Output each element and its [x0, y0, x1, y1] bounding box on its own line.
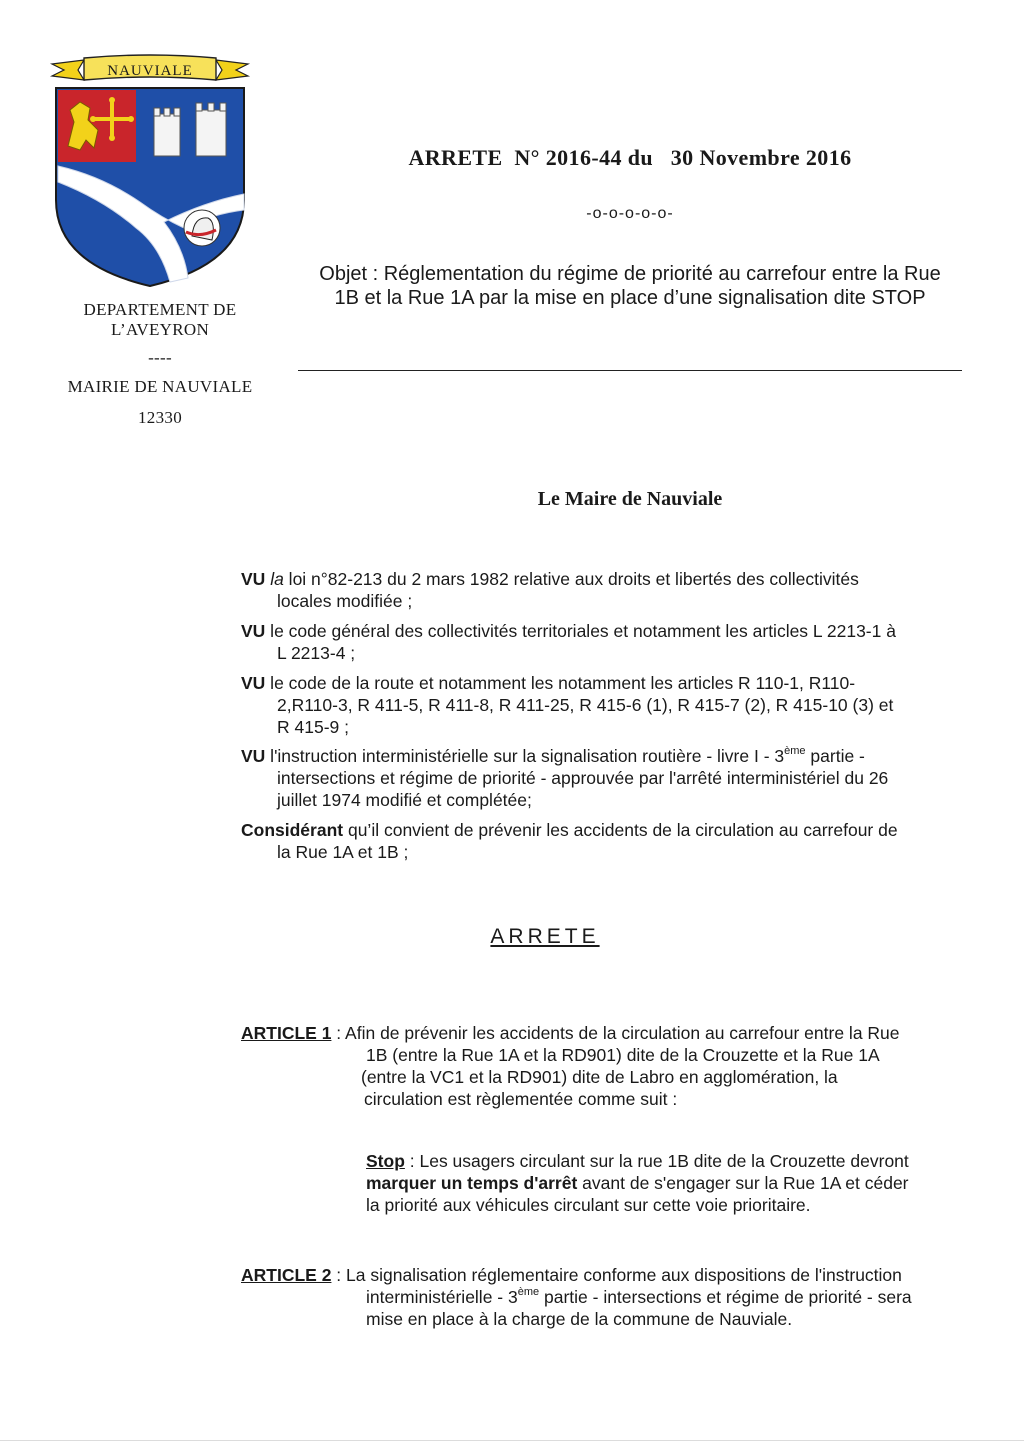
article-1-line-4: circulation est règlementée comme suit :	[364, 1089, 678, 1109]
stop-line-2	[366, 1173, 909, 1194]
vu-2-line-1	[241, 621, 896, 642]
article-2-label: ARTICLE 2	[241, 1265, 332, 1285]
article-1-line-2: 1B (entre la Rue 1A et la RD901) dite de la Crouzette et la Rue 1A	[366, 1045, 880, 1065]
vu-4-sup: ème	[784, 745, 806, 757]
article-2-text-b: partie - intersections et régime de priorité - sera	[539, 1287, 912, 1307]
vu-4-text-a: l'instruction interministérielle sur la signalisation routière - livre I - 3	[265, 746, 785, 766]
article-2-text: : La signalisation réglementaire conforme aux dispositions de l'instruction	[331, 1265, 902, 1285]
stop-line-3: la priorité aux véhicules circulant sur cette voie prioritaire.	[366, 1195, 811, 1215]
stop-bold: marquer un temps d'arrêt	[366, 1173, 578, 1193]
vu-4-text-b: partie -	[805, 746, 865, 766]
vu-1-line-2: locales modifiée ;	[277, 591, 413, 611]
article-2-line-2	[366, 1287, 912, 1308]
page-bottom-edge	[0, 1440, 1024, 1441]
crest-banner	[52, 55, 248, 80]
article-2-text-a: interministérielle - 3	[366, 1287, 518, 1307]
vu-2-line-2: L 2213-4 ;	[277, 643, 356, 663]
stop-text-1: : Les usagers circulant sur la rue 1B dite de la Crouzette devront	[404, 1151, 909, 1171]
mairie-name: MAIRIE DE NAUVIALE	[67, 377, 253, 396]
svg-text:NAUVIALE: NAUVIALE	[107, 63, 193, 79]
vu-2-text: le code général des collectivités territoriales et notamment les articles L 2213-1 à	[265, 621, 896, 641]
article-1-label: ARTICLE 1	[241, 1023, 332, 1043]
vu-1-line-1	[241, 569, 859, 590]
vu-1-lead: la	[270, 569, 284, 589]
stop-text-2: avant de s'engager sur la Rue 1A et céder	[577, 1173, 909, 1193]
crest-shield	[56, 88, 244, 286]
considerant-line-2: la Rue 1A et 1B ;	[277, 842, 409, 862]
article-2-line-3: mise en place à la charge de la commune de Nauviale.	[366, 1309, 793, 1329]
title-separator: -o-o-o-o-o-	[586, 205, 674, 222]
nauviale-coat-of-arms	[44, 50, 256, 288]
vu-3-line-3: R 415-9 ;	[277, 717, 349, 737]
department-line-1: DEPARTEMENT DE	[83, 300, 237, 319]
horizontal-rule	[298, 370, 962, 371]
considerant-label: Considérant	[241, 820, 344, 840]
vu-4-line-3: juillet 1974 modifié et complétée;	[277, 790, 532, 810]
vu-4-line-1	[241, 746, 865, 767]
vu-3-text: le code de la route et notamment les notamment les articles R 110-1, R110-	[265, 673, 856, 693]
department-line-2: L’AVEYRON	[110, 320, 210, 339]
postal-code: 12330	[138, 408, 182, 427]
objet-line-1: Objet : Réglementation du régime de priorité au carrefour entre la Rue	[319, 263, 941, 285]
vu-1-text: loi n°82-213 du 2 mars 1982 relative aux droits et libertés des collectivités	[283, 569, 859, 589]
document-title: ARRETE N° 2016-44 du 30 Novembre 2016	[408, 145, 852, 170]
stop-label: Stop	[366, 1151, 405, 1171]
vu-label: VU	[241, 673, 266, 693]
vu-4-line-2: intersections et régime de priorité - approuvée par l'arrêté interministériel du 26	[277, 768, 889, 788]
vu-label: VU	[241, 621, 266, 641]
vu-3-line-2: 2,R110-3, R 411-5, R 411-8, R 411-25, R 415-6 (1), R 415-7 (2), R 415-10 (3) et	[277, 695, 894, 715]
header-dash: ----	[148, 348, 172, 367]
article-1-line-3: (entre la VC1 et la RD901) dite de Labro en agglomération, la	[361, 1067, 838, 1087]
vu-3-line-1	[241, 673, 855, 694]
considerant-line-1	[241, 820, 898, 841]
vu-label: VU	[241, 746, 266, 766]
considerant-text: qu’il convient de prévenir les accidents de la circulation au carrefour de	[343, 820, 898, 840]
article-1-line-1	[241, 1023, 900, 1044]
stop-line-1	[366, 1151, 909, 1172]
article-2-sup: ème	[517, 1286, 540, 1298]
maire-heading: Le Maire de Nauviale	[537, 488, 723, 510]
article-2-line-1	[241, 1265, 902, 1286]
vu-label: VU	[241, 569, 266, 589]
objet-line-2: 1B et la Rue 1A par la mise en place d’une signalisation dite STOP	[334, 287, 926, 309]
arrete-heading: ARRETE	[490, 925, 600, 948]
article-1-text: : Afin de prévenir les accidents de la circulation au carrefour entre la Rue	[331, 1023, 900, 1043]
